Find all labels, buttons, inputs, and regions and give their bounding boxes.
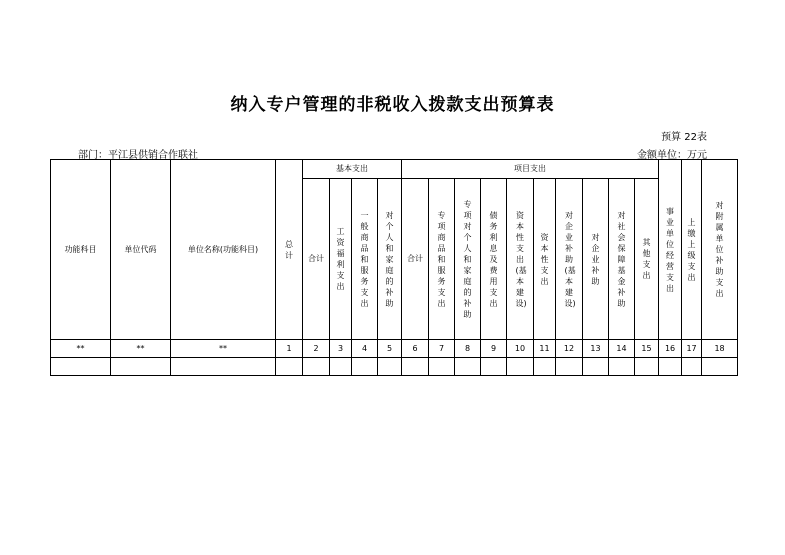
empty-cell: [111, 358, 171, 376]
header-project: 项目支出: [402, 160, 659, 179]
header-project-col-9-text: 其他支出: [642, 238, 651, 280]
column-number: 8: [455, 340, 481, 358]
empty-cell: [659, 358, 682, 376]
column-number: 10: [507, 340, 534, 358]
header-basic-col-2: [352, 179, 378, 340]
header-project-col-0: 合计: [402, 179, 429, 340]
header-project-col-8-text: 对社会保障基金补助: [617, 210, 626, 308]
column-number: 9: [481, 340, 507, 358]
column-number: 14: [609, 340, 635, 358]
header-project-col-2: [455, 179, 481, 340]
header-other-1-text: 上缴上级支出: [687, 217, 696, 282]
header-basic-col-3: [378, 179, 402, 340]
header-project-col-3-text: 债务利息及费用支出: [489, 210, 498, 308]
header-project-col-6-text: 对企业补助(基本建设): [564, 210, 576, 308]
empty-cell: [455, 358, 481, 376]
column-number: 12: [556, 340, 583, 358]
header-basic-col-0: 合计: [303, 179, 330, 340]
header-project-col-9: [635, 179, 659, 340]
column-number: 16: [659, 340, 682, 358]
empty-cell: [507, 358, 534, 376]
page-title: 纳入专户管理的非税收入拨款支出预算表: [230, 95, 555, 115]
header-project-col-5-text: 资本性支出: [540, 232, 549, 286]
empty-cell: [534, 358, 556, 376]
marker-cell: **: [51, 340, 111, 358]
header-project-col-8: [609, 179, 635, 340]
empty-cell: [171, 358, 276, 376]
empty-cell: [402, 358, 429, 376]
column-number: 11: [534, 340, 556, 358]
column-number: 15: [635, 340, 659, 358]
empty-cell: [556, 358, 583, 376]
header-project-col-7-text: 对企业补助: [591, 232, 600, 286]
header-project-col-4: [507, 179, 534, 340]
column-number: 1: [276, 340, 303, 358]
header-project-col-3: [481, 179, 507, 340]
column-number: 7: [429, 340, 455, 358]
amount-unit-label: 金额单位：万元: [637, 150, 707, 161]
header-basic-col-1: [330, 179, 352, 340]
header-basic-col-1-text: 工资福利支出: [336, 227, 345, 291]
empty-cell: [330, 358, 352, 376]
header-project-col-5: [534, 179, 556, 340]
marker-cell: **: [171, 340, 276, 358]
header-project-col-6: [556, 179, 583, 340]
header-other-1: [682, 160, 702, 340]
empty-cell: [51, 358, 111, 376]
column-number: 2: [303, 340, 330, 358]
empty-cell: [378, 358, 402, 376]
header-other-0-text: 事业单位经营支出: [666, 206, 675, 293]
header-project-col-4-text: 资本性支出(基本建设): [515, 210, 527, 308]
empty-cell: [303, 358, 330, 376]
empty-cell: [429, 358, 455, 376]
empty-cell: [609, 358, 635, 376]
form-number: 预算 22表: [661, 132, 707, 143]
column-number: 13: [583, 340, 609, 358]
column-number: 4: [352, 340, 378, 358]
header-func-subject: 功能科目: [51, 160, 111, 340]
header-unit-name: 单位名称(功能科目): [171, 160, 276, 340]
header-total: [276, 160, 303, 340]
column-number: 5: [378, 340, 402, 358]
empty-cell: [635, 358, 659, 376]
column-number: 3: [330, 340, 352, 358]
marker-cell: **: [111, 340, 171, 358]
empty-data-row: [51, 358, 738, 376]
empty-cell: [702, 358, 738, 376]
column-number: 17: [682, 340, 702, 358]
empty-cell: [481, 358, 507, 376]
department-label: 部门：平江县供销合作联社: [78, 150, 198, 161]
header-unit-code: 单位代码: [111, 160, 171, 340]
empty-cell: [352, 358, 378, 376]
header-project-col-1: [429, 179, 455, 340]
header-project-col-1-text: 专项商品和服务支出: [437, 210, 446, 308]
empty-cell: [276, 358, 303, 376]
header-basic-col-2-text: 一般商品和服务支出: [360, 210, 369, 308]
column-number: 6: [402, 340, 429, 358]
header-total-text: 总计: [285, 239, 293, 260]
empty-cell: [682, 358, 702, 376]
header-other-0: [659, 160, 682, 340]
header-project-col-7: [583, 179, 609, 340]
budget-table: [50, 159, 738, 376]
header-other-2-text: 对附属单位补助支出: [715, 201, 724, 298]
header-basic: 基本支出: [303, 160, 402, 179]
header-project-col-2-text: 专项对个人和家庭的补助: [463, 199, 472, 319]
column-number: 18: [702, 340, 738, 358]
header-basic-col-3-text: 对个人和家庭的补助: [385, 210, 394, 308]
header-other-2: [702, 160, 738, 340]
empty-cell: [583, 358, 609, 376]
